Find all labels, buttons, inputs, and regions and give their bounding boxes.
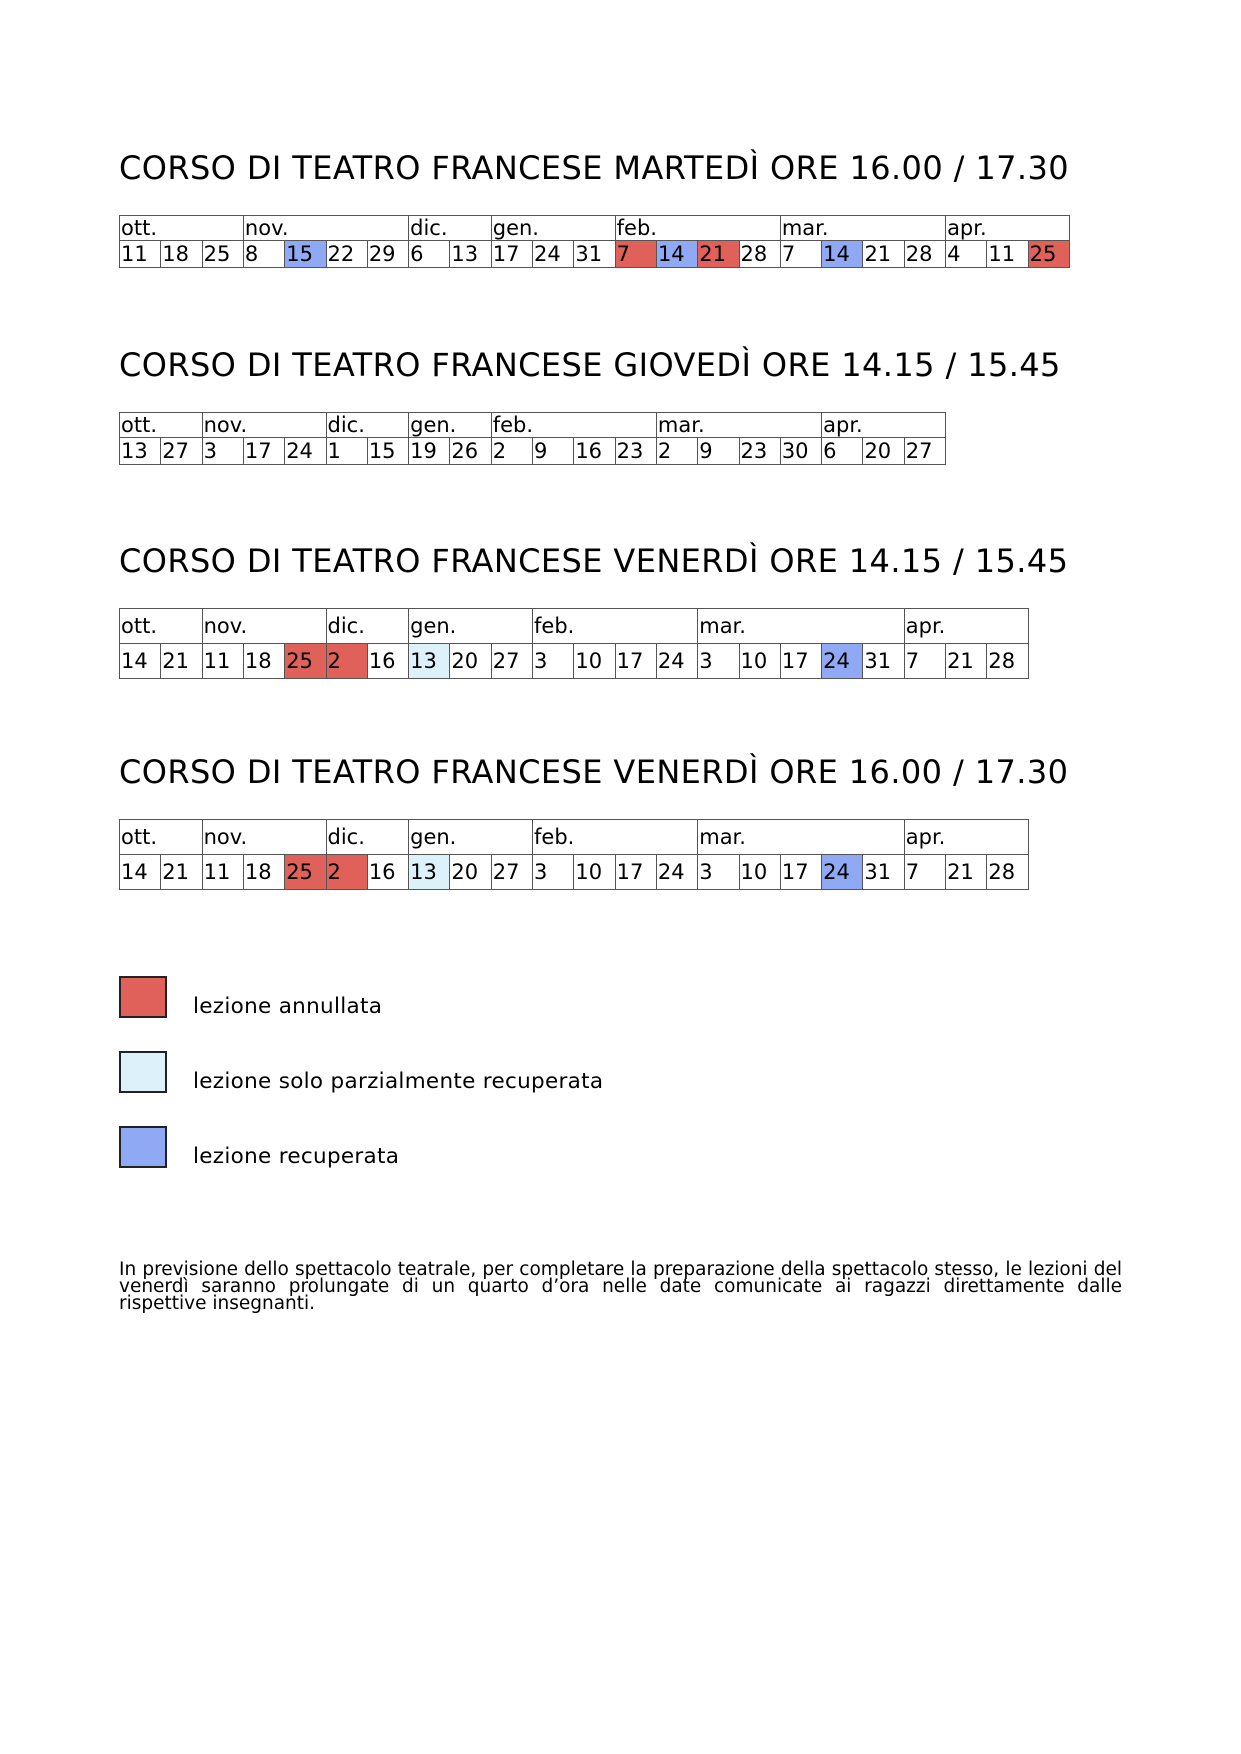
day-row — [120, 241, 1070, 268]
legend-label: lezione annullata — [193, 994, 383, 1019]
month-row — [120, 820, 1029, 855]
day-cell: 27 — [161, 438, 202, 465]
month-cell: ott. — [120, 609, 203, 644]
day-row — [120, 855, 1029, 890]
day-cell: 24 — [285, 438, 326, 465]
day-cell: 18 — [243, 855, 284, 890]
course-title: CORSO DI TEATRO FRANCESE MARTEDÌ ORE 16.00 / 17.30 — [119, 149, 1070, 187]
day-cell: 14 — [656, 241, 697, 268]
month-cell: nov. — [202, 820, 326, 855]
month-cell: dic. — [326, 609, 409, 644]
day-cell: 9 — [533, 438, 574, 465]
month-cell: mar. — [656, 413, 821, 438]
day-cell: 27 — [904, 438, 945, 465]
day-cell: 13 — [120, 438, 161, 465]
day-cell: 16 — [367, 855, 408, 890]
legend-label: lezione solo parzialmente recuperata — [193, 1069, 604, 1094]
day-cell: 24 — [822, 855, 863, 890]
day-cell: 10 — [574, 855, 615, 890]
day-cell: 1 — [326, 438, 367, 465]
day-cell: 16 — [367, 644, 408, 679]
month-cell: ott. — [120, 216, 244, 241]
day-cell: 7 — [615, 241, 656, 268]
day-cell: 7 — [904, 644, 945, 679]
month-cell: apr. — [822, 413, 946, 438]
month-cell: apr. — [904, 609, 1028, 644]
day-cell: 3 — [698, 644, 739, 679]
day-cell: 10 — [739, 644, 780, 679]
day-cell: 2 — [491, 438, 532, 465]
course-section — [119, 541, 1068, 679]
day-cell: 6 — [409, 241, 450, 268]
day-cell: 2 — [656, 438, 697, 465]
day-cell: 21 — [161, 644, 202, 679]
day-cell: 25 — [285, 644, 326, 679]
day-cell: 31 — [863, 644, 904, 679]
day-cell: 13 — [450, 241, 491, 268]
day-cell: 15 — [285, 241, 326, 268]
day-cell: 16 — [574, 438, 615, 465]
day-cell: 20 — [450, 644, 491, 679]
day-cell: 19 — [409, 438, 450, 465]
day-cell: 11 — [987, 241, 1028, 268]
month-cell: mar. — [698, 609, 905, 644]
month-cell: feb. — [615, 216, 780, 241]
day-cell: 23 — [739, 438, 780, 465]
day-cell: 17 — [243, 438, 284, 465]
day-cell: 30 — [780, 438, 821, 465]
day-cell: 24 — [656, 644, 697, 679]
day-cell: 6 — [822, 438, 863, 465]
month-cell: apr. — [946, 216, 1070, 241]
course-section — [119, 345, 1061, 465]
course-section — [119, 752, 1068, 890]
month-row — [120, 413, 946, 438]
month-cell: dic. — [326, 820, 409, 855]
month-cell: dic. — [409, 216, 492, 241]
day-cell: 8 — [243, 241, 284, 268]
day-cell: 11 — [120, 241, 161, 268]
day-cell: 24 — [533, 241, 574, 268]
day-cell: 14 — [822, 241, 863, 268]
day-cell: 17 — [615, 644, 656, 679]
day-cell: 14 — [120, 644, 161, 679]
day-cell: 28 — [987, 644, 1028, 679]
month-cell: mar. — [780, 216, 945, 241]
day-row — [120, 644, 1029, 679]
day-cell: 21 — [946, 855, 987, 890]
day-cell: 21 — [161, 855, 202, 890]
course-title: CORSO DI TEATRO FRANCESE VENERDÌ ORE 14.15 / 15.45 — [119, 542, 1069, 580]
day-cell: 3 — [533, 855, 574, 890]
day-cell: 25 — [285, 855, 326, 890]
day-cell: 25 — [202, 241, 243, 268]
legend-label: lezione recuperata — [193, 1144, 400, 1169]
day-cell: 17 — [780, 644, 821, 679]
day-cell: 27 — [491, 644, 532, 679]
day-cell: 17 — [780, 855, 821, 890]
month-cell: nov. — [243, 216, 408, 241]
day-cell: 21 — [698, 241, 739, 268]
course-title: CORSO DI TEATRO FRANCESE GIOVEDÌ ORE 14.15 / 15.45 — [119, 346, 1061, 384]
day-cell: 31 — [574, 241, 615, 268]
month-cell: gen. — [409, 820, 533, 855]
lesson-calendar-table — [119, 215, 1070, 268]
day-cell: 10 — [739, 855, 780, 890]
day-cell: 18 — [243, 644, 284, 679]
month-cell: feb. — [491, 413, 656, 438]
month-cell: dic. — [326, 413, 409, 438]
day-cell: 11 — [202, 855, 243, 890]
day-cell: 18 — [161, 241, 202, 268]
day-cell: 21 — [946, 644, 987, 679]
day-cell: 28 — [904, 241, 945, 268]
day-cell: 13 — [409, 644, 450, 679]
day-cell: 9 — [698, 438, 739, 465]
day-cell: 2 — [326, 644, 367, 679]
month-cell: nov. — [202, 413, 326, 438]
day-cell: 3 — [533, 644, 574, 679]
month-cell: ott. — [120, 413, 203, 438]
day-cell: 17 — [615, 855, 656, 890]
day-cell: 25 — [1028, 241, 1069, 268]
course-section — [119, 148, 1070, 268]
month-cell: feb. — [533, 609, 698, 644]
day-cell: 10 — [574, 644, 615, 679]
day-cell: 3 — [698, 855, 739, 890]
day-cell: 27 — [491, 855, 532, 890]
day-cell: 2 — [326, 855, 367, 890]
day-cell: 21 — [863, 241, 904, 268]
month-cell: mar. — [698, 820, 905, 855]
lesson-calendar-table — [119, 608, 1029, 679]
month-cell: ott. — [120, 820, 203, 855]
day-cell: 23 — [615, 438, 656, 465]
legend-swatch-blue — [119, 1126, 167, 1168]
lesson-calendar-table — [119, 412, 946, 465]
day-cell: 29 — [367, 241, 408, 268]
day-cell: 17 — [491, 241, 532, 268]
day-cell: 28 — [739, 241, 780, 268]
day-cell: 3 — [202, 438, 243, 465]
month-cell: apr. — [904, 820, 1028, 855]
month-row — [120, 609, 1029, 644]
day-cell: 28 — [987, 855, 1028, 890]
note-paragraph: In previsione dello spettacolo teatrale, per completare la preparazione della spettacolo stesso, le lezioni del venerdì saranno prolungate di un quarto d’ora nelle date comunicate ai ragazzi direttamente dalle rispettive insegnanti. — [119, 1259, 1122, 1314]
legend-swatch-light-blue — [119, 1051, 167, 1093]
day-cell: 31 — [863, 855, 904, 890]
legend-swatch-red — [119, 976, 167, 1018]
month-cell: feb. — [533, 820, 698, 855]
month-cell: nov. — [202, 609, 326, 644]
day-cell: 15 — [367, 438, 408, 465]
lesson-calendar-table — [119, 819, 1029, 890]
day-cell: 22 — [326, 241, 367, 268]
day-cell: 14 — [120, 855, 161, 890]
day-cell: 4 — [946, 241, 987, 268]
day-cell: 26 — [450, 438, 491, 465]
day-cell: 20 — [863, 438, 904, 465]
day-cell: 13 — [409, 855, 450, 890]
day-cell: 7 — [780, 241, 821, 268]
day-cell: 20 — [450, 855, 491, 890]
day-cell: 24 — [822, 644, 863, 679]
month-cell: gen. — [409, 413, 492, 438]
month-cell: gen. — [491, 216, 615, 241]
day-cell: 7 — [904, 855, 945, 890]
day-cell: 11 — [202, 644, 243, 679]
course-title: CORSO DI TEATRO FRANCESE VENERDÌ ORE 16.00 / 17.30 — [119, 753, 1069, 791]
day-row — [120, 438, 946, 465]
day-cell: 24 — [656, 855, 697, 890]
month-cell: gen. — [409, 609, 533, 644]
month-row — [120, 216, 1070, 241]
